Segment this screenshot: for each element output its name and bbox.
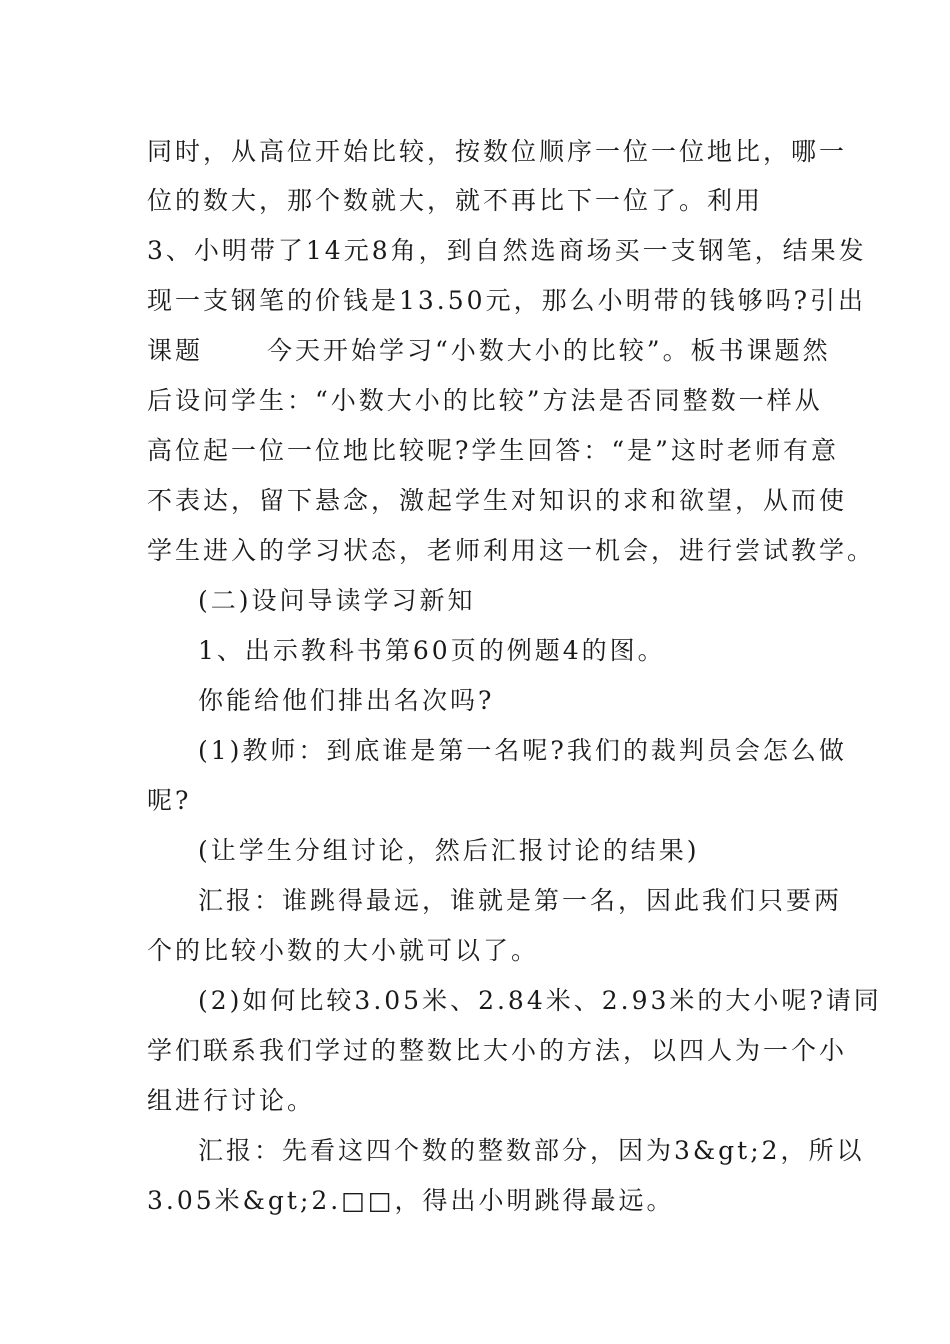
text-line: 汇报：先看这四个数的整数部分，因为3&gt;2，所以 (198, 1136, 865, 1165)
text-line: 学生进入的学习状态，老师利用这一机会，进行尝试教学。 (147, 536, 876, 565)
text-line: 位的数大，那个数就大，就不再比下一位了。利用 (147, 186, 764, 215)
text-line: 高位起一位一位地比较呢?学生回答：“是”这时老师有意 (147, 436, 839, 465)
section-heading: (二)设问导读学习新知 (198, 586, 476, 615)
text-line: 3.05米&gt;2.□□，得出小明跳得最远。 (147, 1186, 675, 1215)
text-line: 呢? (147, 786, 192, 815)
text-line: (1)教师：到底谁是第一名呢?我们的裁判员会怎么做 (198, 736, 847, 765)
text-line: 个的比较小数的大小就可以了。 (147, 936, 540, 965)
text-line: 不表达，留下悬念，激起学生对知识的求和欲望，从而使 (147, 486, 848, 515)
text-line: 同时，从高位开始比较，按数位顺序一位一位地比，哪一 (147, 137, 848, 166)
text-line: 1、出示教科书第60页的例题4的图。 (198, 636, 666, 665)
text-line: 你能给他们排出名次吗? (198, 686, 495, 715)
text-line: 现一支钢笔的价钱是13.50元，那么小明带的钱够吗?引出 (147, 286, 866, 315)
text-line: 3、小明带了14元8角，到自然选商场买一支钢笔，结果发 (147, 236, 867, 265)
text-line: 组进行讨论。 (147, 1086, 316, 1115)
text-line: 后设问学生：“小数大小的比较”方法是否同整数一样从 (147, 386, 823, 415)
text-line: (2)如何比较3.05米、2.84米、2.93米的大小呢?请同 (198, 986, 882, 1015)
lesson-title-label: 课题 (147, 336, 204, 365)
text-line: (让学生分组讨论，然后汇报讨论的结果) (198, 836, 700, 865)
text-line: 学们联系我们学过的整数比大小的方法，以四人为一个小 (147, 1036, 848, 1065)
text-line (147, 336, 831, 366)
lesson-title-text: 今天开始学习“小数大小的比较”。板书课题然 (267, 336, 831, 365)
text-line: 汇报：谁跳得最远，谁就是第一名，因此我们只要两 (198, 886, 843, 915)
